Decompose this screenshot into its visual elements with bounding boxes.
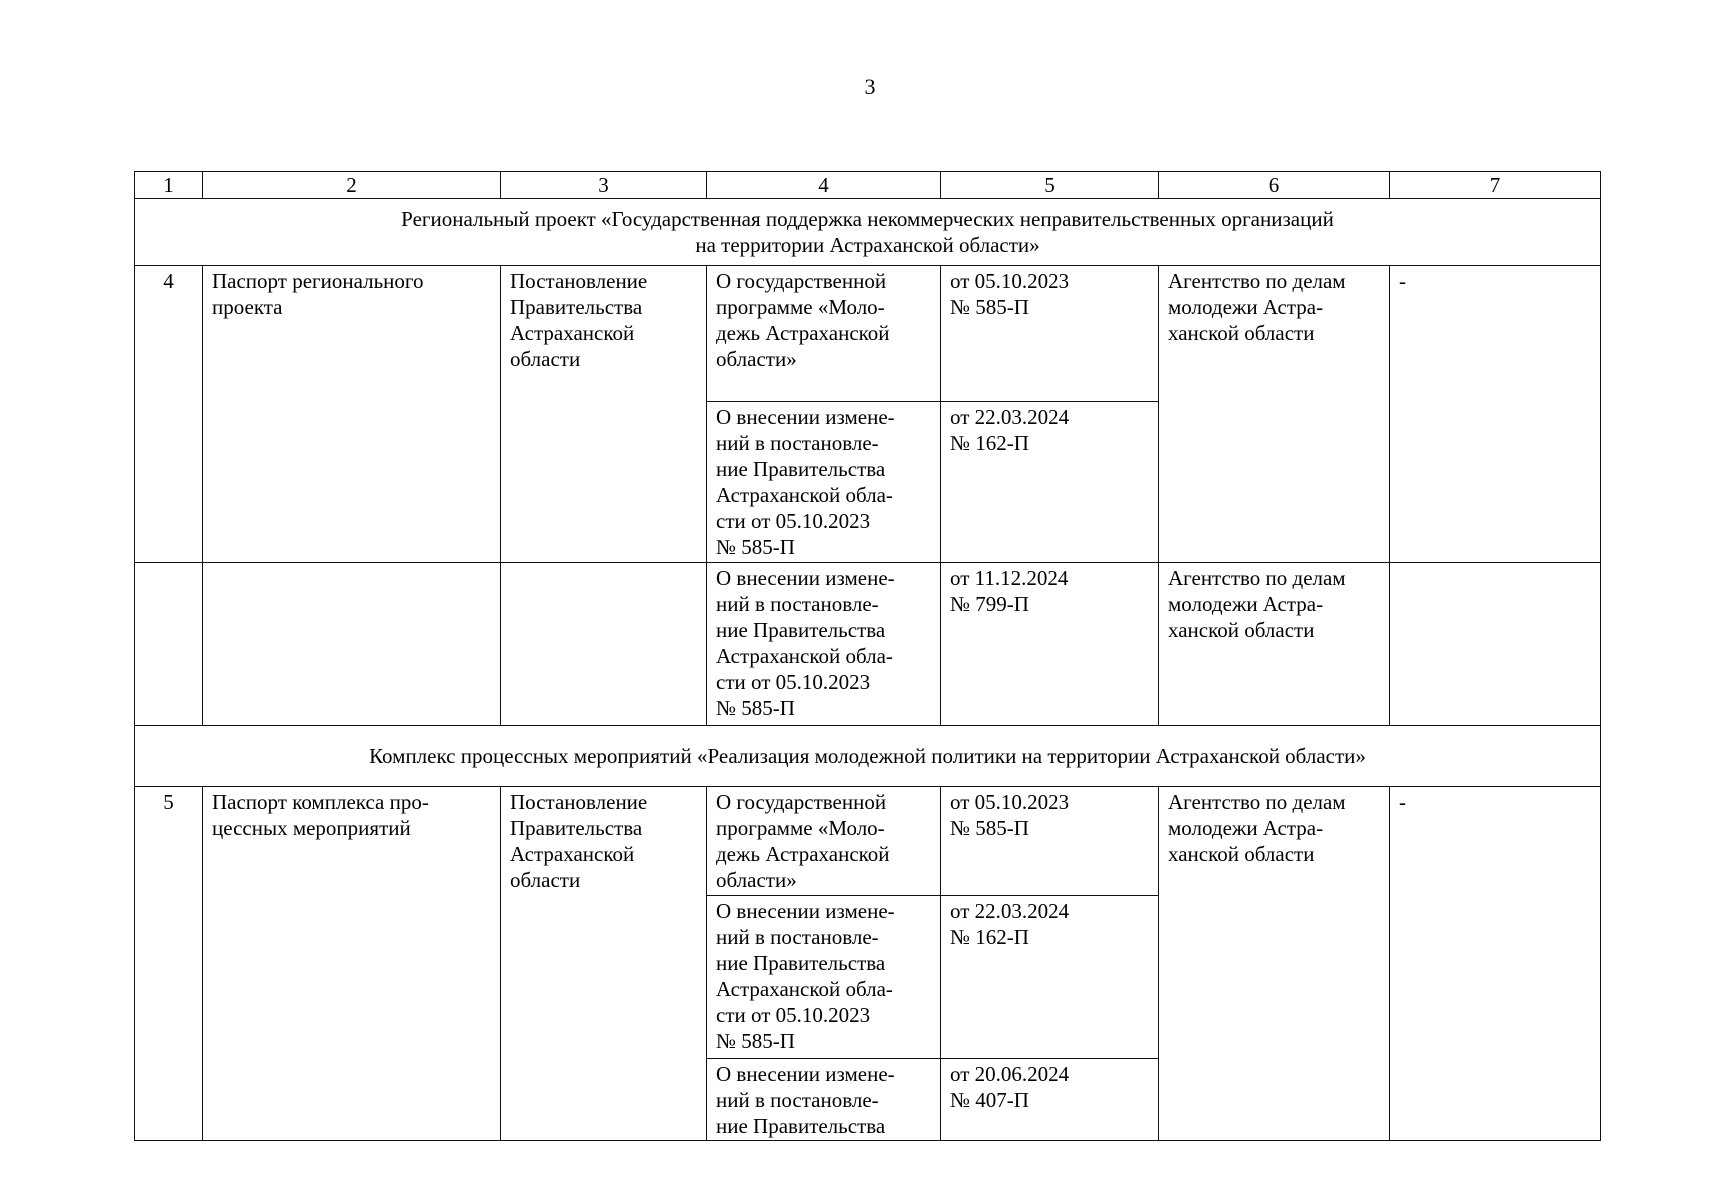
table-row: [135, 266, 1601, 401]
page-number: 3: [864, 74, 876, 99]
row-number: 4: [135, 266, 203, 563]
row-number: 5: [135, 786, 203, 1140]
act-type-cell: Постановление Правительства Астраханской области: [501, 786, 707, 1140]
act-type-cell: [501, 563, 707, 726]
responsible-agency-cell: Агентство по делам молодежи Астра- ханской области: [1159, 266, 1390, 563]
note-cell: -: [1390, 786, 1601, 1140]
act-date-number-cell: от 05.10.2023 № 585-П: [941, 786, 1159, 895]
column-number: 1: [135, 172, 203, 199]
section-title-line: Региональный проект «Государственная поддержка некоммерческих неправительственных организаций: [401, 207, 1334, 232]
table-row: [135, 786, 1601, 895]
document-name-cell: [203, 563, 501, 726]
section-title-line: на территории Астраханской области»: [695, 233, 1040, 258]
act-title-cell: О государственной программе «Моло- дежь Астраханской области»: [707, 786, 941, 895]
section-heading-process-complex: Комплекс процессных мероприятий «Реализация молодежной политики на территории Астраханской области»: [135, 725, 1601, 786]
act-title-cell: О внесении измене- ний в постановле- ние Правительства Астраханской обла- сти от 05.10.2023 № 585-П: [707, 401, 941, 563]
document-table: [134, 171, 1601, 1141]
table-row: [135, 563, 1601, 726]
column-number: 4: [707, 172, 941, 199]
responsible-agency-cell: Агентство по делам молодежи Астра- ханской области: [1159, 563, 1390, 726]
column-number: 3: [501, 172, 707, 199]
column-number: 6: [1159, 172, 1390, 199]
note-cell: [1390, 563, 1601, 726]
act-date-number-cell: от 11.12.2024 № 799-П: [941, 563, 1159, 726]
column-number: 7: [1390, 172, 1601, 199]
act-title-cell: О государственной программе «Моло- дежь Астраханской области»: [707, 266, 941, 401]
act-title-cell: О внесении измене- ний в постановле- ние Правительства Астраханской обла- сти от 05.10.2023 № 585-П: [707, 896, 941, 1059]
act-date-number-cell: от 05.10.2023 № 585-П: [941, 266, 1159, 401]
act-title-cell: О внесении измене- ний в постановле- ние Правительства Астраханской обла- сти от 05.10.2023 № 585-П: [707, 563, 941, 726]
document-name-cell: Паспорт регионального проекта: [203, 266, 501, 563]
column-number: 2: [203, 172, 501, 199]
act-type-cell: Постановление Правительства Астраханской области: [501, 266, 707, 563]
document-name-cell: Паспорт комплекса про- цессных мероприятий: [203, 786, 501, 1140]
row-number: [135, 563, 203, 726]
column-number: 5: [941, 172, 1159, 199]
responsible-agency-cell: Агентство по делам молодежи Астра- ханской области: [1159, 786, 1390, 1140]
act-title-cell: О внесении измене- ний в постановле- ние Правительства: [707, 1058, 941, 1140]
act-date-number-cell: от 22.03.2024 № 162-П: [941, 896, 1159, 1059]
column-number-row: [135, 172, 1601, 199]
note-cell: -: [1390, 266, 1601, 563]
section-heading-regional-project: [135, 199, 1601, 266]
act-date-number-cell: от 20.06.2024 № 407-П: [941, 1058, 1159, 1140]
act-date-number-cell: от 22.03.2024 № 162-П: [941, 401, 1159, 563]
